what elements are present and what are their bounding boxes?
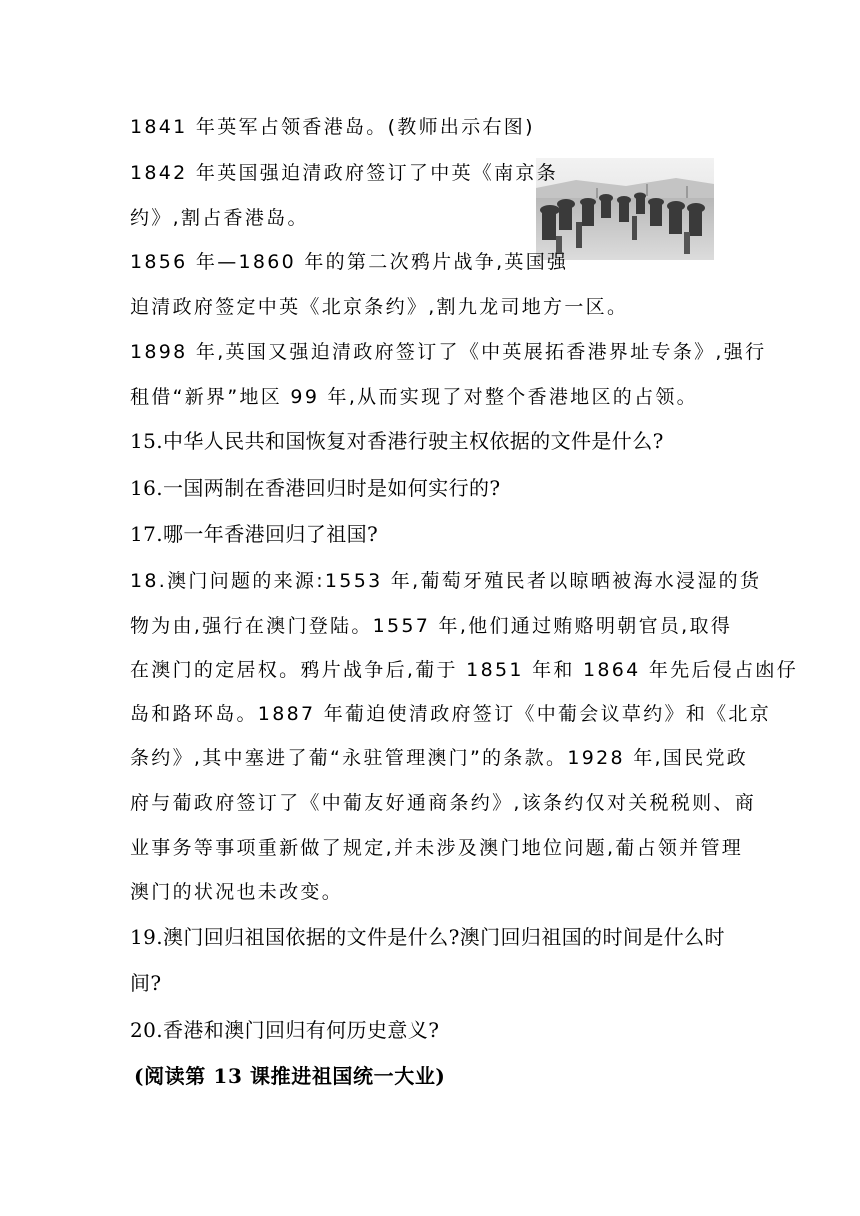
text-line-7: 租借“新界”地区 99 年,从而实现了对整个香港地区的占领。 — [130, 386, 698, 408]
question-18-line-8: 澳门的状况也未改变。 — [130, 881, 344, 903]
question-18-line-7: 业事务等事项重新做了规定,并未涉及澳门地位问题,葡占领并管理 — [130, 837, 744, 859]
question-18-line-4: 岛和路环岛。1887 年葡迫使清政府签订《中葡会议草约》和《北京 — [130, 703, 771, 725]
question-19-line-2: 间? — [130, 971, 162, 995]
historical-photo-illustration — [536, 158, 714, 260]
question-16: 16.一国两制在香港回归时是如何实行的? — [130, 476, 501, 500]
question-20: 20.香港和澳门回归有何历史意义? — [130, 1018, 440, 1042]
question-19-line-1: 19.澳门回归祖国依据的文件是什么?澳门回归祖国的时间是什么时 — [130, 925, 725, 949]
question-18-line-5: 条约》,其中塞进了葡“永驻管理澳门”的条款。1928 年,国民党政 — [130, 747, 749, 769]
text-line-6: 1898 年,英国又强迫清政府签订了《中英展拓香港界址专条》,强行 — [130, 341, 767, 363]
text-line-1: 1841 年英军占领香港岛。(教师出示右图) — [130, 116, 535, 138]
question-18-line-1: 18.澳门问题的来源:1553 年,葡萄牙殖民者以晾晒被海水浸湿的货 — [130, 570, 762, 592]
question-17: 17.哪一年香港回归了祖国? — [130, 522, 379, 546]
text-line-2: 1842 年英国强迫清政府签订了中英《南京条 — [130, 162, 558, 184]
reading-note: (阅读第 13 课推进祖国统一大业) — [134, 1064, 446, 1088]
text-line-4: 1856 年—1860 年的第二次鸦片战争,英国强 — [130, 251, 569, 273]
question-18-line-6: 府与葡政府签订了《中葡友好通商条约》,该条约仅对关税税则、商 — [130, 792, 757, 814]
figure-historical-photo — [536, 158, 714, 260]
question-15: 15.中华人民共和国恢复对香港行驶主权依据的文件是什么? — [130, 429, 664, 453]
text-line-5: 迫清政府签定中英《北京条约》,割九龙司地方一区。 — [130, 296, 629, 318]
question-18-line-3: 在澳门的定居权。鸦片战争后,葡于 1851 年和 1864 年先后侵占凼仔 — [130, 659, 799, 681]
question-18-line-2: 物为由,强行在澳门登陆。1557 年,他们通过贿赂明朝官员,取得 — [130, 615, 733, 637]
text-line-3: 约》,割占香港岛。 — [130, 207, 309, 229]
